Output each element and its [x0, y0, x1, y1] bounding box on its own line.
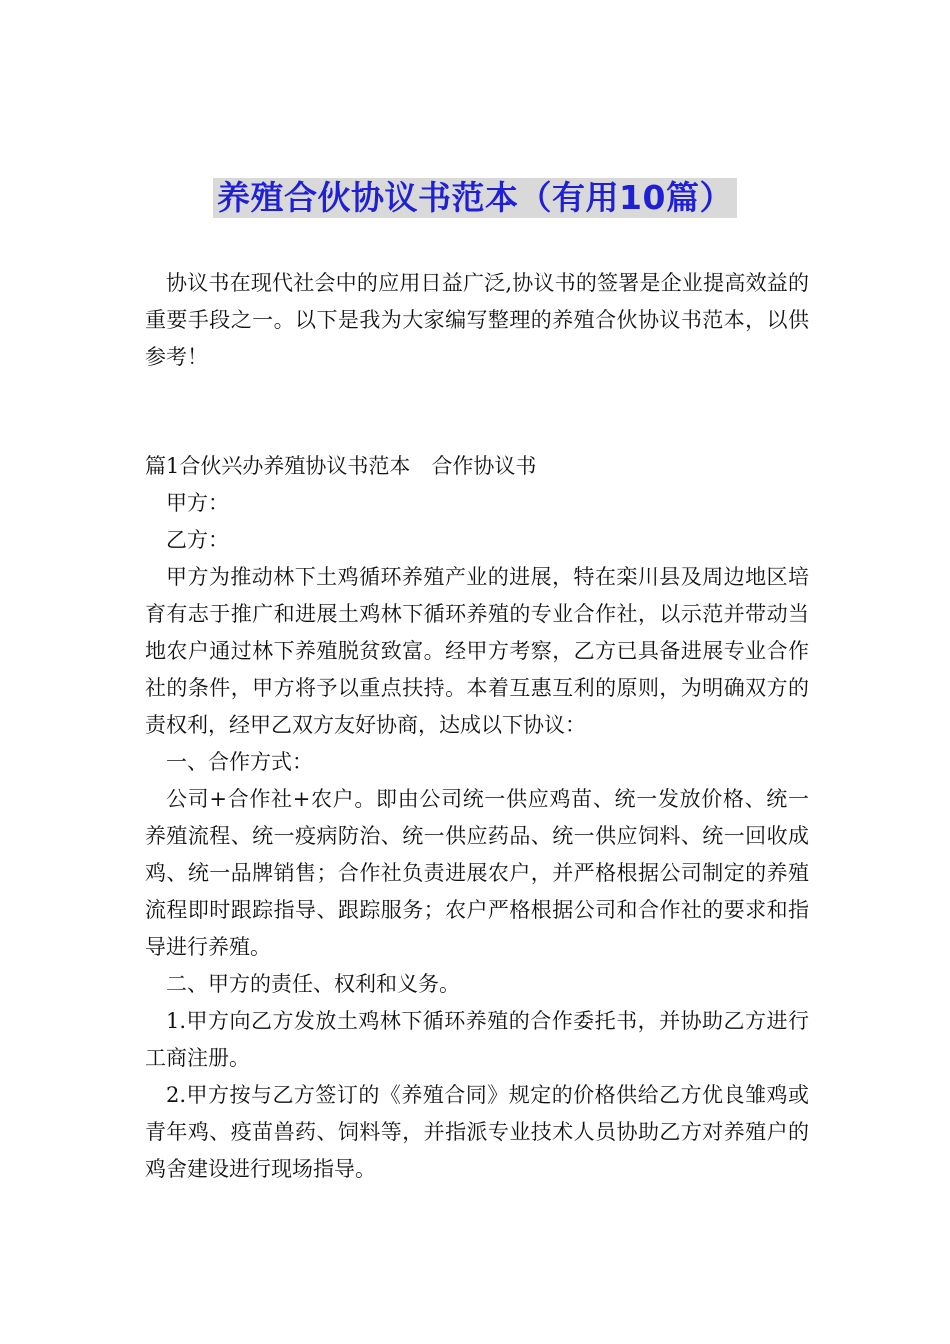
duty-item-1: 1.甲方向乙方发放土鸡林下循环养殖的合作委托书，并协助乙方进行工商注册。	[145, 1009, 809, 1070]
party-a-label: 甲方：	[166, 491, 229, 515]
section-heading: 篇1合伙兴办养殖协议书范本 合作协议书	[145, 454, 537, 478]
heading-party-a-duties: 二、甲方的责任、权利和义务。	[166, 972, 460, 996]
heading-cooperation-mode: 一、合作方式：	[166, 750, 313, 774]
cooperation-paragraph: 公司+合作社+农户。即由公司统一供应鸡苗、统一发放价格、统一养殖流程、统一疫病防治、统一供应药品、统一供应饲料、统一回收成鸡、统一品牌销售；合作社负责进展农户，并严格根据公司制定的养殖流程即时跟踪指导、跟踪服务；农户严格根据公司和合作社的要求和指导进行养殖。	[145, 787, 809, 959]
party-b-label: 乙方：	[166, 528, 229, 552]
document-title: 养殖合伙协议书范本（有用10篇）	[213, 178, 737, 218]
intro-paragraph: 协议书在现代社会中的应用日益广泛,协议书的签署是企业提高效益的重要手段之一。以下是我为大家编写整理的养殖合伙协议书范本，以供参考！	[145, 271, 809, 369]
title-container	[0, 178, 950, 218]
agreement-section	[145, 448, 809, 1188]
preamble-paragraph: 甲方为推动林下土鸡循环养殖产业的进展，特在栾川县及周边地区培育有志于推广和进展土鸡林下循环养殖的专业合作社，以示范并带动当地农户通过林下养殖脱贫致富。经甲方考察，乙方已具备进展专业合作社的条件，甲方将予以重点扶持。本着互惠互利的原则，为明确双方的责权利，经甲乙双方友好协商，达成以下协议：	[145, 565, 809, 737]
intro-block	[145, 265, 809, 376]
duty-item-2: 2.甲方按与乙方签订的《养殖合同》规定的价格供给乙方优良雏鸡或青年鸡、疫苗兽药、饲料等，并指派专业技术人员协助乙方对养殖户的鸡舍建设进行现场指导。	[145, 1083, 809, 1181]
